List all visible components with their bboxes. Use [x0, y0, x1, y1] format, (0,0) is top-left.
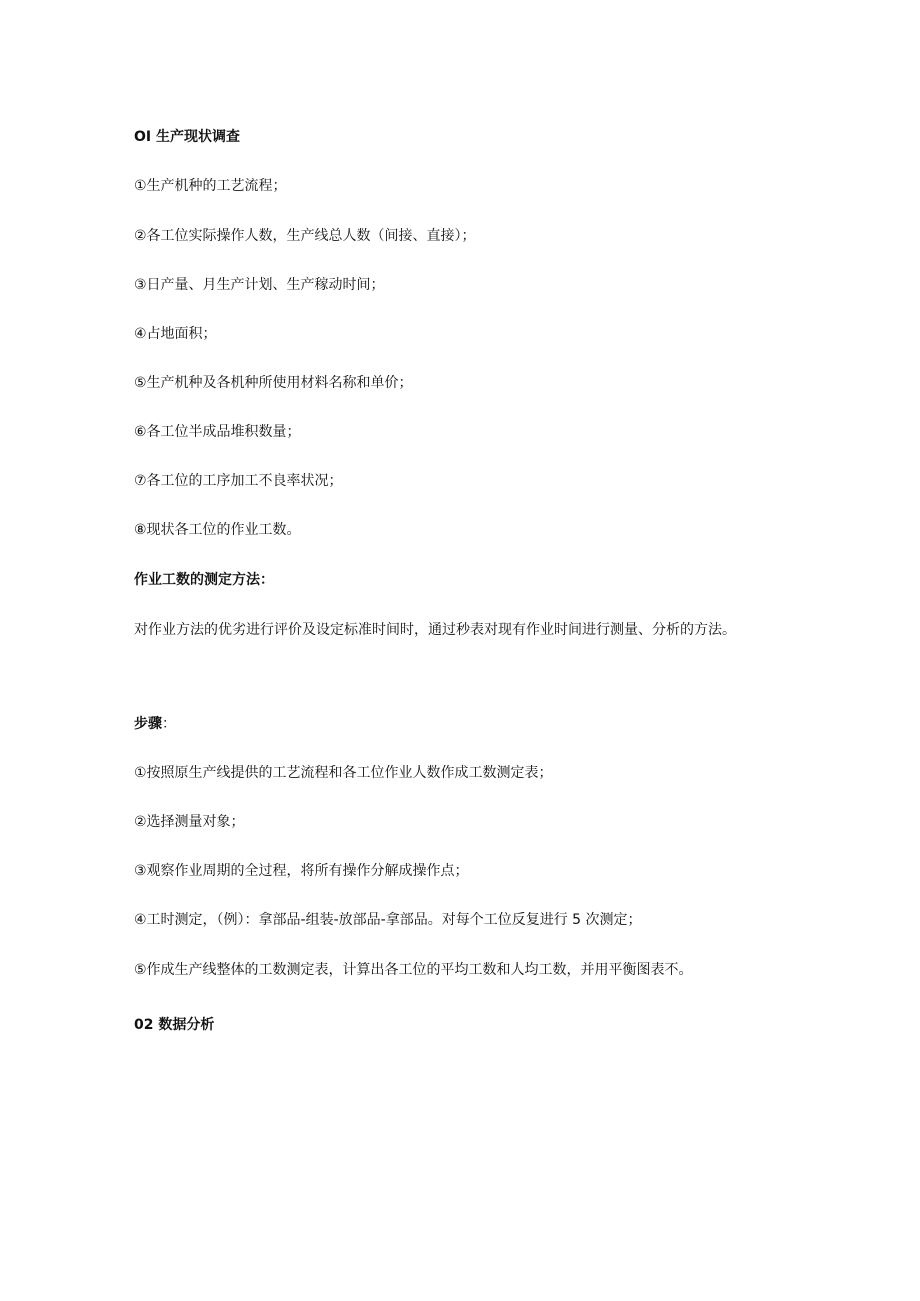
method-description: 对作业方法的优劣进行评价及设定标准时间时，通过秒表对现有作业时间进行测量、分析的方法。: [134, 622, 736, 638]
steps-heading-label: 步骤: [134, 716, 162, 732]
step-item: ①按照原生产线提供的工艺流程和各工位作业人数作成工数测定表；: [134, 765, 553, 781]
section1-heading: OI 生产现状调查: [134, 129, 240, 145]
step-item: ③观察作业周期的全过程，将所有操作分解成操作点；: [134, 863, 469, 879]
section2-heading: 02 数据分析: [134, 1017, 215, 1033]
steps-heading-colon: ：: [162, 716, 176, 732]
survey-item: ④占地面积；: [134, 326, 217, 342]
survey-item: ⑤生产机种及各机种所使用材料名称和单价；: [134, 375, 413, 391]
survey-item: ⑦各工位的工序加工不良率状况；: [134, 473, 343, 489]
survey-item: ②各工位实际操作人数，生产线总人数（间接、直接）；: [134, 228, 476, 244]
steps-heading: [134, 714, 176, 734]
step-item: ⑤作成生产线整体的工数测定表，计算出各工位的平均工数和人均工数，并用平衡图表不。: [134, 962, 693, 978]
survey-item: ⑥各工位半成品堆积数量；: [134, 424, 301, 440]
method-heading: 作业工数的测定方法：: [134, 572, 274, 588]
step-item: ②选择测量对象；: [134, 814, 245, 830]
survey-item: ③日产量、月生产计划、生产稼动时间；: [134, 277, 385, 293]
survey-item: ①生产机种的工艺流程；: [134, 178, 287, 194]
step-item: ④工时测定，（例）：拿部品-组装-放部品-拿部品。对每个工位反复进行 5 次测定；: [134, 912, 642, 928]
survey-item: ⑧现状各工位的作业工数。: [134, 522, 301, 538]
